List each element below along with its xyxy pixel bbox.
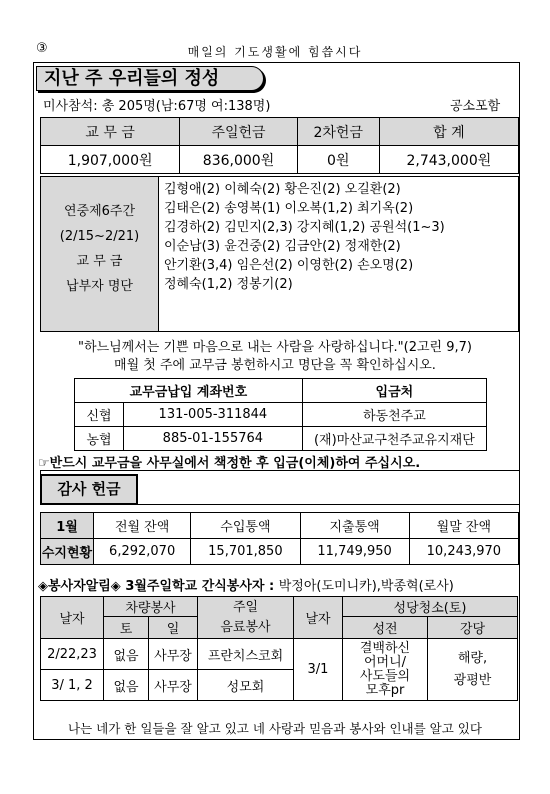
donor-name-line: 안기환(3,4) 임은선(2) 이영한(2) 손오명(2) bbox=[164, 258, 414, 273]
quote-line: 매월 첫 주에 교무금 봉헌하시고 명단을 꼭 확인하십시오. bbox=[114, 358, 436, 373]
donor-name-line: 이순남(3) 윤건중(2) 김금안(2) 정재한(2) bbox=[164, 239, 401, 254]
donor-name-line: 김형애(2) 이혜숙(2) 황은진(2) 오길환(2) bbox=[164, 182, 401, 197]
vol-cleaning-sanctuary-line: 사도들의 bbox=[359, 668, 411, 684]
vol-sat: 없음 bbox=[104, 670, 149, 701]
account-holder: (재)마산교구천주교유지재단 bbox=[302, 427, 486, 451]
account-number: 885-01-155764 bbox=[124, 427, 303, 451]
account-col-header: 입금처 bbox=[302, 379, 486, 403]
donor-label bbox=[41, 177, 159, 331]
finance-value: 11,749,950 bbox=[300, 539, 409, 565]
finance-month: 1월 bbox=[41, 513, 94, 539]
bank-name: 농협 bbox=[75, 427, 124, 451]
donor-label-line: (2/15~2/21) bbox=[59, 229, 140, 244]
vol-cleaning-hall-line: 해량, bbox=[457, 650, 488, 666]
vol-cleaning-header: 성당청소(토) bbox=[343, 597, 518, 617]
donor-label-line: 납부자 명단 bbox=[66, 279, 133, 294]
finance-value-row bbox=[41, 539, 519, 565]
donor-name-line: 김태은(2) 송영복(1) 이오복(1,2) 최기옥(2) bbox=[164, 201, 414, 216]
finance-col-header: 수입통액 bbox=[191, 513, 300, 539]
attendance-text: 미사참석: 총 205명(남:67명 여:138명) bbox=[43, 99, 271, 114]
vol-hall-header: 강당 bbox=[428, 617, 518, 639]
attendance-note: 공소포함 bbox=[450, 99, 501, 114]
offering-table bbox=[40, 117, 519, 174]
donor-name-line: 정혜숙(1,2) 정봉기(2) bbox=[164, 277, 293, 292]
header-title: 매일의 기도생활에 힘씁시다 bbox=[187, 45, 363, 59]
account-row bbox=[75, 403, 487, 427]
finance-value: 6,292,070 bbox=[94, 539, 191, 565]
vol-cleaning-sanctuary bbox=[343, 639, 428, 701]
offering-col-header: 합 계 bbox=[379, 118, 518, 146]
finance-label: 수지현황 bbox=[41, 539, 94, 565]
donor-label-line: 교 무 금 bbox=[76, 254, 123, 269]
finance-value: 10,243,970 bbox=[409, 539, 518, 565]
offering-header-row bbox=[41, 118, 519, 146]
offering-value-row bbox=[41, 146, 519, 174]
account-col-header: 교무금납입 계좌번호 bbox=[75, 379, 303, 403]
account-holder: 하동천주교 bbox=[302, 403, 486, 427]
vol-cleaning-date: 3/1 bbox=[294, 639, 343, 701]
account-header-row bbox=[75, 379, 487, 403]
vol-cleaning-hall-line: 광평반 bbox=[453, 672, 492, 688]
vol-date2-header: 날자 bbox=[294, 597, 343, 639]
offering-value: 836,000원 bbox=[180, 146, 298, 174]
vol-sun-header: 일 bbox=[149, 617, 198, 639]
thanks-title: 감사 헌금 bbox=[57, 480, 121, 498]
quote bbox=[0, 339, 550, 375]
section-title: 지난 주 우리들의 정성 bbox=[44, 68, 220, 89]
finance-col-header: 월말 잔액 bbox=[409, 513, 518, 539]
vol-date: 3/ 1, 2 bbox=[41, 670, 104, 701]
volunteer-subtitle-names: 박정아(도미니카),박종혁(로사) bbox=[278, 579, 454, 594]
vol-cleaning-sanctuary-line: 어머니/ bbox=[363, 654, 407, 670]
offering-col-header: 주일헌금 bbox=[180, 118, 298, 146]
warning-text: ☞반드시 교무금을 사무실에서 책정한 후 입금(이체)하여 주십시오. bbox=[38, 456, 421, 471]
volunteer-header bbox=[38, 575, 454, 594]
vol-sat-header: 토 bbox=[104, 617, 149, 639]
closing-verse: 나는 네가 한 일들을 잘 알고 있고 네 사랑과 믿음과 봉사와 인내를 알고 있다 bbox=[68, 721, 482, 736]
vol-sanctuary-header: 성전 bbox=[343, 617, 428, 639]
vol-date-header: 날자 bbox=[41, 597, 104, 639]
bank-name: 신협 bbox=[75, 403, 124, 427]
page-number: ③ bbox=[36, 41, 48, 56]
vol-drinks-header: 주일 음료봉사 bbox=[198, 597, 294, 639]
vol-sun: 사무장 bbox=[149, 639, 198, 670]
finance-value: 15,701,850 bbox=[191, 539, 300, 565]
finance-col-header: 지출통액 bbox=[300, 513, 409, 539]
offering-value: 1,907,000원 bbox=[41, 146, 180, 174]
volunteer-subtitle: 3월주일학교 간식봉사자 : bbox=[125, 579, 275, 594]
volunteer-row bbox=[41, 639, 518, 670]
vol-date: 2/22,23 bbox=[41, 639, 104, 670]
vol-sun: 사무장 bbox=[149, 670, 198, 701]
finance-header-row bbox=[41, 513, 519, 539]
vol-vehicle-header: 차량봉사 bbox=[104, 597, 198, 617]
vol-drinks: 성모회 bbox=[198, 670, 294, 701]
donor-names bbox=[164, 180, 445, 294]
offering-value: 0원 bbox=[297, 146, 379, 174]
account-table bbox=[74, 378, 487, 451]
donor-name-line: 김경하(2) 김민지(2,3) 강지혜(1,2) 공원석(1~3) bbox=[164, 220, 445, 235]
finance-col-header: 전월 잔액 bbox=[94, 513, 191, 539]
offering-col-header: 2차헌금 bbox=[297, 118, 379, 146]
finance-table bbox=[40, 512, 519, 565]
volunteer-title: ◈봉사자알림◈ bbox=[38, 579, 121, 594]
account-number: 131-005-311844 bbox=[124, 403, 303, 427]
volunteer-table bbox=[40, 596, 518, 701]
donor-label-line: 연중제6주간 bbox=[63, 204, 136, 219]
vol-cleaning-sanctuary-line: 결백하신 bbox=[359, 640, 411, 656]
offering-col-header: 교 무 금 bbox=[41, 118, 180, 146]
vol-cleaning-sanctuary-line: 모후pr bbox=[365, 682, 405, 698]
volunteer-header-row bbox=[41, 597, 518, 617]
vol-drinks: 프란치스코회 bbox=[198, 639, 294, 670]
offering-value: 2,743,000원 bbox=[379, 146, 518, 174]
vol-sat: 없음 bbox=[104, 639, 149, 670]
account-row bbox=[75, 427, 487, 451]
vol-cleaning-hall bbox=[428, 639, 518, 701]
quote-line: "하느님께서는 기쁜 마음으로 내는 사람을 사랑하십니다."(2고린 9,7) bbox=[78, 340, 472, 355]
